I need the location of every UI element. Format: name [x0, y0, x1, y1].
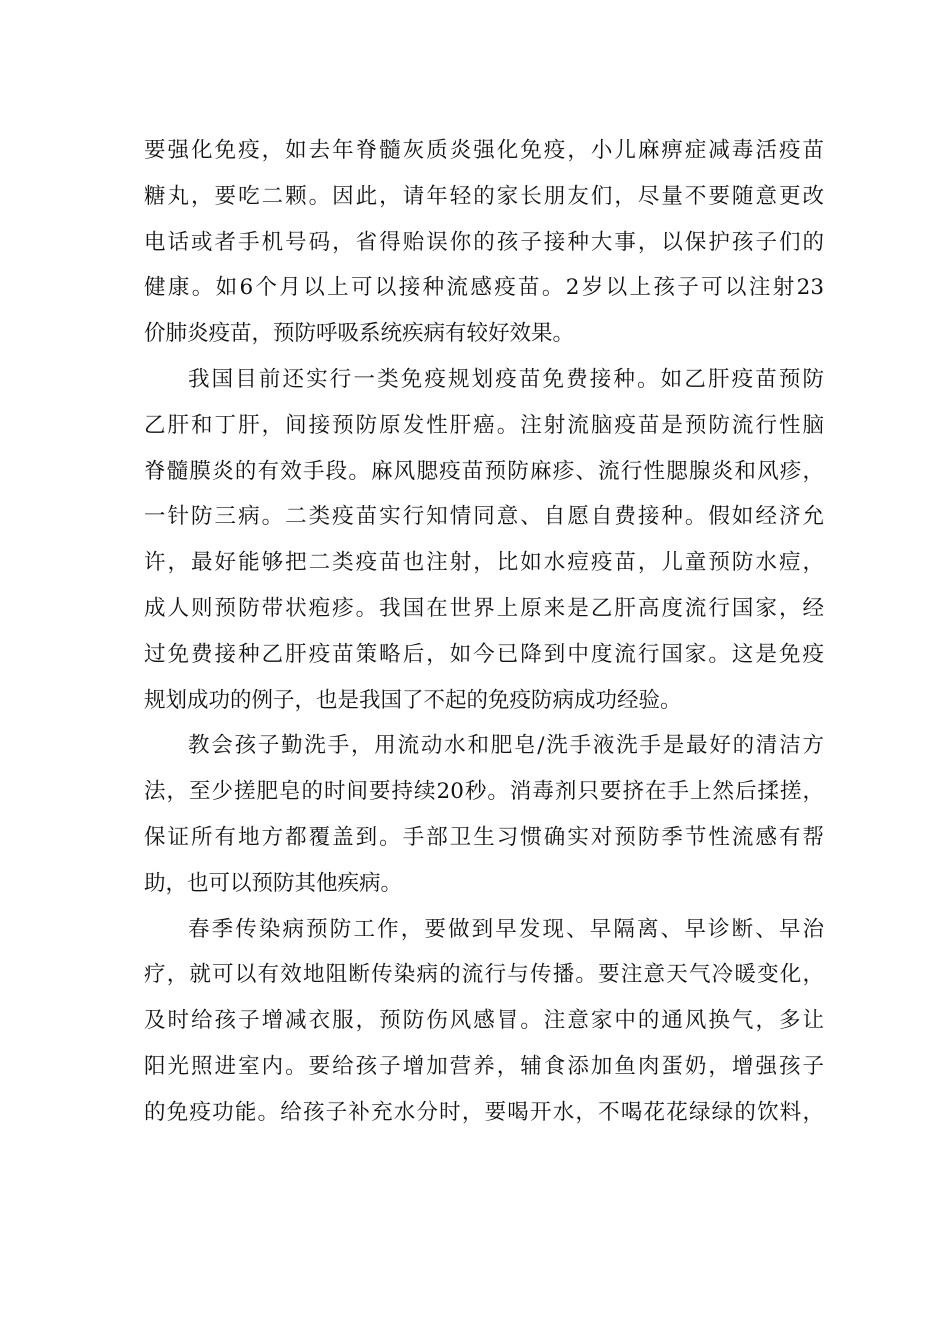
body-text	[144, 128, 824, 1136]
text-line: 健康。如6个月以上可以接种流感疫苗。2岁以上孩子可以注射23	[144, 275, 824, 301]
text-line: 糖丸，要吃二颗。因此，请年轻的家长朋友们，尽量不要随意更改	[144, 183, 824, 209]
text-line: 许，最好能够把二类疫苗也注射，比如水痘疫苗，儿童预防水痘，	[144, 550, 824, 576]
text-line: 我国目前还实行一类免疫规划疫苗免费接种。如乙肝疫苗预防	[188, 366, 824, 392]
text-line: 助，也可以预防其他疾病。	[144, 870, 403, 896]
text-line: 脊髓膜炎的有效手段。麻风腮疫苗预防麻疹、流行性腮腺炎和风疹，	[144, 458, 824, 484]
paragraph-3	[144, 723, 824, 906]
text-line: 疗，就可以有效地阻断传染病的流行与传播。要注意天气冷暖变化，	[144, 962, 824, 988]
text-line: 阳光照进室内。要给孩子增加营养，辅食添加鱼肉蛋奶，增强孩子	[144, 1053, 824, 1079]
text-line: 保证所有地方都覆盖到。手部卫生习惯确实对预防季节性流感有帮	[144, 824, 824, 850]
text-line: 的免疫功能。给孩子补充水分时，要喝开水，不喝花花绿绿的饮料，	[144, 1099, 824, 1125]
text-line: 要强化免疫，如去年脊髓灰质炎强化免疫，小儿麻痹症减毒活疫苗	[144, 138, 824, 163]
text-line: 一针防三病。二类疫苗实行知情同意、自愿自费接种。假如经济允	[144, 504, 824, 530]
text-line: 教会孩子勤洗手，用流动水和肥皂/洗手液洗手是最好的清洁方	[188, 733, 824, 759]
text-line: 乙肝和丁肝，间接预防原发性肝癌。注射流脑疫苗是预防流行性脑	[144, 412, 824, 438]
text-line: 价肺炎疫苗，预防呼吸系统疾病有较好效果。	[144, 321, 575, 347]
text-line: 规划成功的例子，也是我国了不起的免疫防病成功经验。	[144, 687, 682, 713]
text-line: 过免费接种乙肝疫苗策略后，如今已降到中度流行国家。这是免疫	[144, 641, 824, 667]
text-line: 春季传染病预防工作，要做到早发现、早隔离、早诊断、早治	[188, 916, 824, 942]
text-line: 及时给孩子增减衣服，预防伤风感冒。注意家中的通风换气，多让	[144, 1008, 824, 1034]
text-line: 成人则预防带状疱疹。我国在世界上原来是乙肝高度流行国家，经	[144, 595, 824, 621]
text-line: 电话或者手机号码，省得贻误你的孩子接种大事，以保护孩子们的	[144, 229, 824, 255]
paragraph-4	[144, 907, 824, 1136]
paragraph-1	[144, 128, 824, 357]
paragraph-2	[144, 357, 824, 723]
text-line: 法，至少搓肥皂的时间要持续20秒。消毒剂只要挤在手上然后揉搓，	[144, 779, 824, 805]
